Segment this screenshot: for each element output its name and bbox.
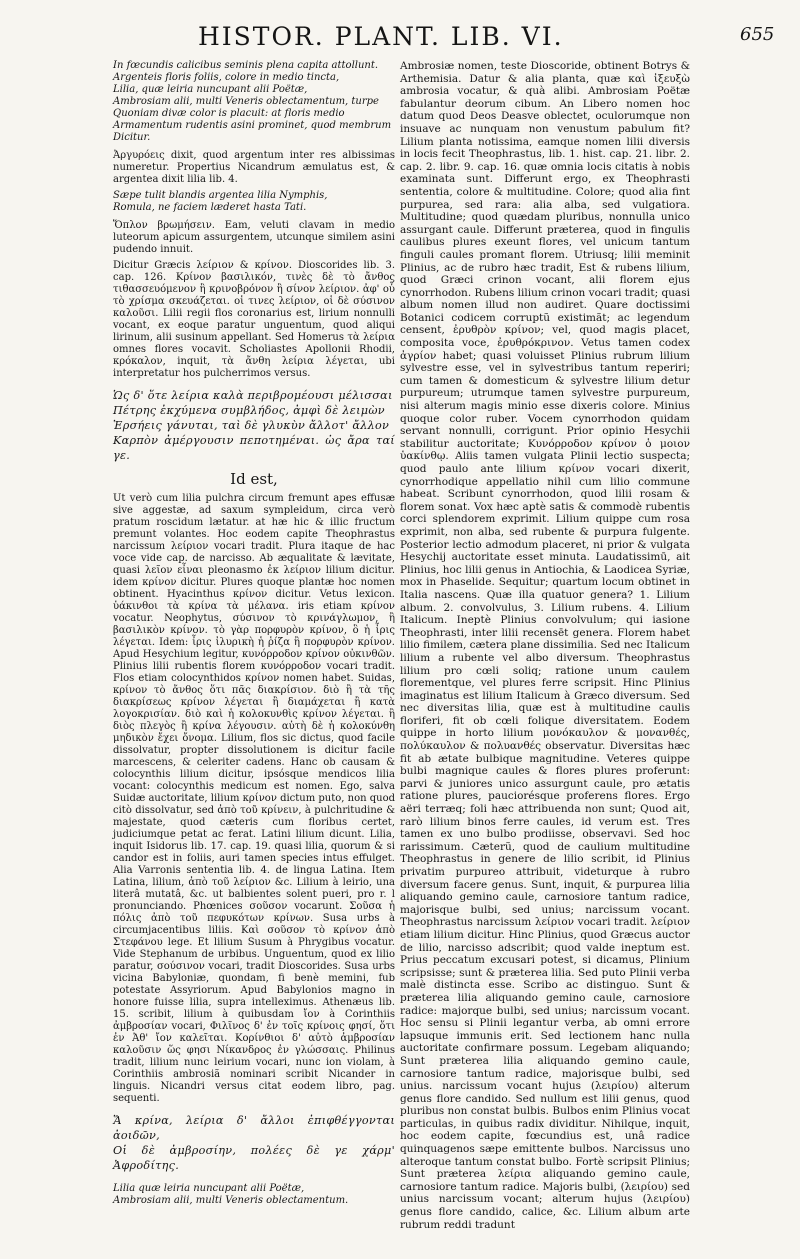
verse-line: In fœcundis calicibus seminis plena capita attollunt. (113, 60, 379, 71)
paragraph: Ἀργυρόεις dixit, quod argentum inter res albissimas numeretur. Propertius Nicandrum æmulatus est, & argentea dixit lilia lib. 4. (113, 150, 395, 185)
verse-line: Armamentum rudentis asini prominet, quod membrum (113, 120, 392, 131)
verse-line: Lilia, quæ leiria nuncupant alii Poëtæ, (113, 84, 308, 95)
paragraph: Dicitur Græcis λείριον & κρίνον. Dioscorides lib. 3. cap. 126. Κρίνον βασιλικόν, τινὲς δὲ τὸ ἄνθος τιθασσευόμενον ἢ κρινοβρόνον ἢ σίνον λείριον. ἀφ' οὗ τὸ χρίσμα σκευάζεται. οἱ τινες λείριον, οἱ δὲ σύσινον καλοῦσι. Lilii regii flos coronarius est, lirium nonnulli vocant, ex eoque paratur unguentum, quod aliqui lirinum, alii susinum appellant. Sed Homerus τὰ λείρια omnes flores vocavit. Scholiastes Apollonii Rhodii, κρόκαλον, inquit, τὰ ἄνθη λείρια λέγεται, ubi interpretatur hos pulcherrimos versus. (113, 260, 395, 379)
verse-line: Quoniam divæ color is placuit: at floris medio (113, 108, 345, 119)
verse-line: Sæpe tulit blandis argentea lilia Nymphis, (113, 190, 328, 201)
right-column (400, 60, 690, 1235)
verse-block-2 (113, 190, 395, 214)
greek-verse-line: Οἱ δὲ ἀμβροσίην, πολέες δὲ γε χάρμ' Ἀφροδίτης. (113, 1144, 395, 1172)
greek-verse-block-2 (113, 1113, 395, 1173)
verse-block-1 (113, 60, 395, 144)
paragraph: Ut verò cum lilia pulchra circum fremunt apes effusæ sive aggestæ, ad saxum sympleidum, circa verò pratum roscidum lætatur. at hæ hic & illic fructum premunt volantes. Hoc eodem capite Theophrastus narcissum λείριον vocari tradit. Plura itaque de hac voce vide cap. de narcisso. Ab æqualitate & lævitate, quasi λεῖον εἶναι pleonasmo ἐκ λείριον lilium dicitur. idem κρίνον dicitur. Plures quoque plantæ hoc nomen obtinent. Hyacinthus κρίνον dicitur. Vetus lexicon. ὑάκινθοι τὰ κρίνα τὰ μέλανα. iris etiam κρίνον vocatur. Neophytus, σύσινον τὸ κρινάγλωμον, ἢ βασιλικὸν κρίνον. τὸ γὰρ πορφυρὸν κρίνον, ὃ ἡ ἶρις λέγεται. Idem: ἶρις ἰλυρικὴ ἡ ῥίζα ἢ πορφυρὸν κρίνον. Apud Hesychium legitur, κυνόρροδον κρίνον οὐκινθῶν. Plinius lilii rubentis florem κυνόρροδον vocari tradit. Flos etiam colocynthidos κρίνον nomen habet. Suidas, κρίνον τὸ ἄνθος ὅτι πᾶς διακρίσιον. διὸ ἢ τὰ τῆς διακρίσεως κρίνον λέγεται ἢ διαμάχεται ἢ κατὰ λογοκρισίαν. διὸ καὶ ἡ κολοκυνθὶς κρίνον λέγεται. ἢ διὸς πλεγὸς ἢ κρίνα λέγουσιν. αὐτὴ δὲ ἡ κολοκύνθη μηδικὸν ἔχει ὄνομα. Lilium, flos sic dictus, quod facile dissolvatur, propter dissolutionem is dicitur facile marcescens, & celeriter cadens. Hanc ob causam & colocynthis lilium dicitur, ipsósque mendicos lilia vocant: colocynthis medicum est nomen. Ego, salva Suidæ auctoritate, lilium κρίνον dictum puto, non quod citò dissolvatur, sed ἀπὸ τοῦ κρίνειν, à pulchritudine & majestate, quod cæteris cum floribus certet, judiciumque petat ac ferat. Latini lilium dicunt. Lilia, inquit Isidorus lib. 17. cap. 19. quasi lilia, quorum & si candor est in foliis, auri tamen species intus effulget. Alia Varronis sententia lib. 4. de lingua Latina. Item Latina, lilium, ἀπὸ τοῦ λείριον &c. Lilium à leirio, una literâ mutatâ, &c. ut balbientes solent pueri, pro r. l pronunciando. Phœnices σοῦσον vocarunt. Σοῦσα ἡ πόλις ἀπὸ τοῦ πεφυκότων κρίνων. Susa urbs à circumjacentibus liliis. Καὶ σοῦσον τὸ κρίνον ἀπὸ Στεφάνου lege. Et lilium Susum à Phrygibus vocatur. Vide Stephanum de urbibus. Unguentum, quod ex lilio paratur, σούσινον vocari, tradit Dioscorides. Susa urbs vicina Babyloniæ, quondam, fi benè memini, fub potestate Assyriorum. Apud Babylonios magno in honore fuisse lilia, supra intelleximus. Athenæus lib. 15. scribit, lilium à quibusdam ἴον à Corinthiis ἀμβροσίαν vocari, Φιλῖνος δ' ἐν τοῖς κρίνοις φησί, ὅτι ἐν Ἀθ' ἴον καλεῖται. Κορίνθιοι δ' αὐτὸ ἀμβροσίαν καλοῦσιν ὥς φησι Νίκανδρος ἐν γλώσσαις. Philinus tradit, lilium nunc leirium vocari, nunc ion violam, à Corinthiis ambrosiã nominari scribit Nicander in linguis. Nicandri versus citat eodem libro, pag. sequenti. (113, 493, 395, 1104)
verse-block-3 (113, 1183, 395, 1207)
greek-verse-block (113, 388, 395, 463)
verse-line: Ambrosiam alii, multi Veneris oblectamentum, turpe (113, 96, 379, 107)
paragraph: Ὅπλον βρωμήσειν. Eam, veluti clavam in medio luteorum apicum assurgentem, utcunque similem asini pudendo innuit. (113, 220, 395, 255)
verse-line: Ambrosiam alii, multi Veneris oblectamentum. (113, 1195, 349, 1206)
page-header (0, 22, 800, 62)
verse-line: Romula, ne faciem læderet hasta Tati. (113, 202, 307, 213)
greek-verse-line: Πέτρης ἐκχύμενα συμβλήδος, ἀμφὶ δὲ λειμὼν (113, 404, 385, 417)
greek-verse-line: Καρπὸν ἀμέργουσιν πεποτημέναι. ὡς ἄρα ταί γε. (113, 434, 395, 462)
verse-line: Argenteis floris foliis, colore in medio tincta, (113, 72, 340, 83)
left-column (113, 60, 395, 1213)
running-head: HISTOR. PLANT. LIB. VI. (198, 22, 564, 51)
verse-line: Dicitur. (113, 132, 151, 143)
page-number: 655 (740, 24, 775, 45)
paragraph: Ambrosiæ nomen, teste Dioscoride, obtinent Botrys & Arthemisia. Datur & alia planta, quæ καὶ ἰξευξὼ ambrosia vocatur, & quà alibi. Ambrosiam Poëtæ fabulantur deorum cibum. An Libero nomen hoc datum quod Deos Deasve oblectet, oculorumque non insuave ac nunquam non venustum pabulum fit? Lilium planta notissima, eamque nomen lilii diversis in locis fecit Theophrastus, lib. 1. hist. cap. 21. libr. 2. cap. 2. libr. 9. cap. 16. quæ omnia locis citatis à nobis examinata sunt. Differunt ergo, ex Theophrasti sententia, colore & multitudine. Colore; quod alia fint purpurea, sed rara: alia alba, sed vulgatiora. Multitudine; quod quædam pluribus, nonnulla unico assurgant caule. Differunt præterea, quod in fingulis caulibus plures exeunt flores, vel unicum tantum finguli caules promant florem. Utriusq; lilii meminit Plinius, ac de rubro hæc tradit, Est & rubens lilium, quod Græci crinon vocant, alii florem ejus cynorrhodon. Rubens lilium crinon vocari tradit; quasi album nomen illud non audiret. Quare doctissimi Botanici codicem corruptũ existimãt; ac legendum censent, ἐρυθρὸν κρίνον; vel, quod magis placet, composita voce, ἐρυθρόκρινον. Vetus tamen codex ἀγρίον habet; quasi voluisset Plinius rubrum lilium sylvestre esse, vel in sylvestribus tantum reperiri; cum tamen & domesticum & sylvestre lilium detur purpureum; utrumque tamen sylvestre purpureum, nisi alterum magis minio esse dixeris colore. Minius quoque color ruber. Vocem cynorrhodon quidam servant nonnulli, corrigunt. Prior opinio Hesychii stabilitur auctoritate; Κυνόρροδον κρίνον ὁ μοιον ὑακίνθῳ. Aliis tamen vulgata Plinii lectio suspecta; quod paulo ante lilium κρίνον vocari dixerit, cynorrhodique appellatio nihil cum lilio commune habeat. Scribunt cynorrhodon, quod lilii rosam & florem sonat. Vox hæc aptè satis & commodè rubentis corci splendorem exprimit. Lilium quippe cum rosa exprimit, non alba, sed rubente & purpura fulgente. Posterior lectio admodum placeret, ni prior & vulgata Hesychij auctoritate esset minuta. Laudatissimū, ait Plinius, hoc lilii genus in Antiochia, & Laodicea Syriæ, mox in Phaselide. Sequitur; quartum locum obtinet in Italia nascens. Quæ illa quatuor genera? 1. Lilium album. 2. convolvulus, 3. Lilium rubens. 4. Lilium Italicum. Ineptè Plinius convolvulum; qui iasione Theophrasti, inter lilii recensēt genera. Florem habet lilio fimilem, cætera plane dissimilia. Sed nec Italicum lilium a rubente vel albo diversum. Theophrastus lilium pro cœli soliq; ratione unum caulem florementque, vel plures ferre scripsit. Hinc Plinius imaginatus est lilium Italicum à Græco diversum. Sed nec diversitas lilia, quæ est à multitudine caulis floriferi, fit ob cœli folique diversitatem. Eodem quippe in horto lilium μονόκαυλον & μονανθές, πολύκαυλον & πολυανθές observatur. Diversitas hæc fit ab ætate bulbique magnitudine. Veteres quippe bulbi magnique caules & flores plures proferunt: parvi & juniores unico assurgunt caule, pro ætatis ratione plures, pauciorésque proferens flores. Ergo aëri terræq; foli hæc attribuenda non sunt; Quod ait, rarò lilium binos ferre caules, id verum est. Tres tamen ex uno bulbo prodiisse, observavi. Sed hoc rarissimum. Cæterũ, quod de caulium multitudine Theophrastus in genere de lilio scribit, id Plinius privatim purpureo attribuit, videturque à rubro diversum facere genus. Sunt, inquit, & purpurea lilia aliquando gemino caule, carnosiore tantum radice, majorisque bulbi, sed unius; narcissum vocant. Theophrastus narcissum λείριον vocari tradit. λείριον etiam lilium dicitur. Hinc Plinius, quod Græcus auctor de lilio, narcisso adscribit; quod valde ineptum est. Prius peccatum excusari potest, si dicamus, Plinium scripsisse; sunt & præterea lilia. Sed puto Plinii verba malè distincta esse. Scribo ac distinguo. Sunt & præterea lilia aliquando gemino caule, carnosiore radice: majorque bulbi, sed unius; narcissum vocant. Hoc sensu si Plinii legantur verba, ab omni errore lapsuque immunis erit. Sed lectionem hanc nulla auctoritate confirmare possum. Legebam aliquando; Sunt præterea lilia aliquando gemino caule, carnosiore tantum radice, majorisque bulbi, sed unius. narcissum vocant hujus (λειρίου) alterum genus flore candido. Sed nullum est lilii genus, quod pluribus non constat bulbis. Bulbos enim Plinius vocat particulas, in quibus radix dividitur. Nihilque, inquit, hoc eodem capite, fœcundius est, unâ radice quinquagenos sæpe emittente bulbos. Narcissus uno alteroque tantum constat bulbo. Fortè scripsit Plinius; Sunt præterea λείρια aliquando gemino caule, carnosiore tantum radice. Majoris bulbi, (λειρίου) sed unius narcissum vocant; alterum hujus (λειρίου) genus flore candido, calice, &c. Lilium album arte rubrum reddi tradunt (400, 60, 690, 1231)
greek-verse-line: Ἅ κρίνα, λείρια δ' ἄλλοι ἐπιφθέγγονται ἀοιδῶν, (113, 1114, 395, 1142)
greek-verse-line: Ὡς δ' ὅτε λείρια καλὰ περιβρομέουσι μέλισσαι (113, 389, 393, 402)
translation-heading: Id est, (230, 470, 278, 488)
verse-line: Lilia quæ leiria nuncupant alii Poëtæ, (113, 1183, 305, 1194)
greek-verse-line: Ἑρσήεις γάνυται, ταὶ δὲ γλυκὺν ἄλλοτ' ἄλλον (113, 419, 390, 432)
